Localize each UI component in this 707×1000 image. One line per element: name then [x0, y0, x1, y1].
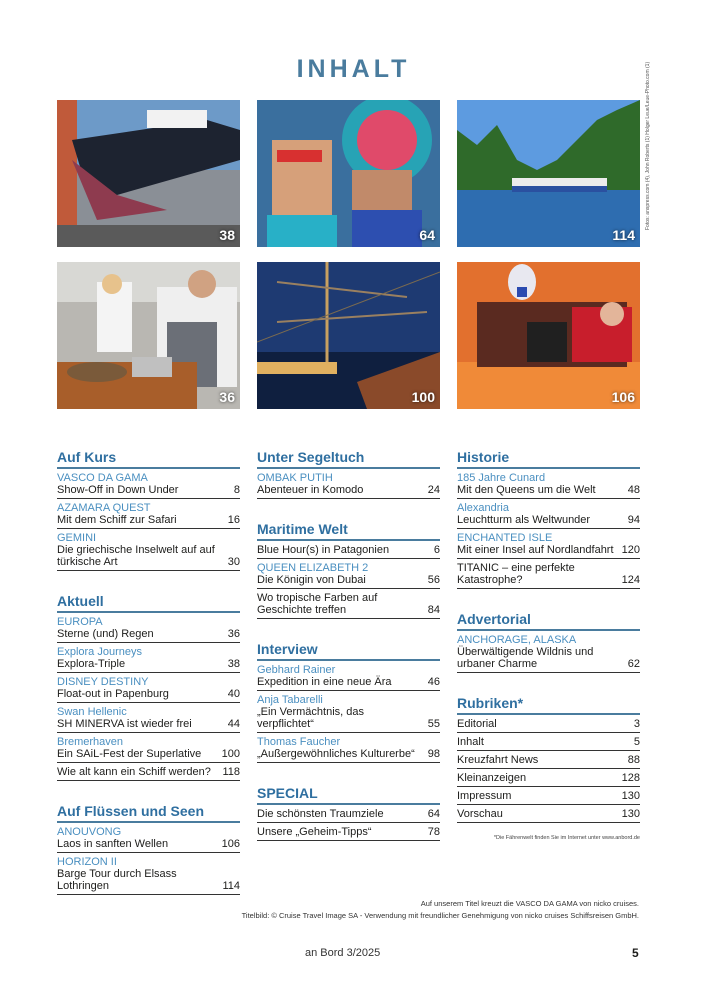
entry-title: Float-out in Papenburg: [57, 688, 169, 700]
entry-kicker: HORIZON II: [57, 856, 117, 868]
entry-page: 98: [427, 748, 440, 760]
entry-page: 130: [621, 808, 640, 820]
entry-page: 30: [227, 556, 240, 568]
entry-page: 114: [222, 880, 240, 892]
entry-page: 6: [433, 544, 440, 556]
toc-entry[interactable]: [57, 643, 240, 673]
section-heading: Auf Kurs: [57, 449, 240, 469]
toc-entry[interactable]: [57, 529, 240, 571]
entry-page: 5: [633, 736, 640, 748]
entry-title: Mit einer Insel auf Nordlandfahrt: [457, 544, 614, 556]
toc-entry[interactable]: [457, 751, 640, 769]
photo-travellers: [457, 262, 640, 409]
photo-tall-ship: [257, 262, 440, 409]
entry-kicker: AZAMARA QUEST: [57, 502, 151, 514]
entry-title: Wie alt kann ein Schiff werden?: [57, 766, 211, 778]
entry-title: Leuchtturm als Weltwunder: [457, 514, 591, 526]
entry-page: 128: [621, 772, 640, 784]
entry-page: 16: [227, 514, 240, 526]
toc-entry[interactable]: [57, 823, 240, 853]
entry-title: Explora-Triple: [57, 658, 126, 670]
entry-title: Ein SAiL-Fest der Superlative: [57, 748, 202, 760]
photo-barge: [457, 100, 640, 247]
entry-kicker: Explora Journeys: [57, 646, 142, 658]
entry-title: TITANIC – eine perfekte Katastrophe?: [457, 562, 575, 586]
section-heading: Aktuell: [57, 593, 240, 613]
page-title: INHALT: [296, 55, 411, 83]
entry-title: Die schönsten Traumziele: [257, 808, 384, 820]
dancers-illustration: [257, 100, 440, 247]
entry-title: Barge Tour durch Elsass Lothringen: [57, 868, 177, 892]
entry-page: 56: [427, 574, 440, 586]
cover-credit: Titelbild: © Cruise Travel Image SA - Verwendung mit freundlicher Genehmigung von nicko cruises Schiffsreisen GmbH.: [241, 911, 639, 920]
toc-entry[interactable]: [257, 589, 440, 619]
entry-page: 48: [627, 484, 640, 496]
folio: an Bord 3/2025: [305, 947, 381, 959]
entry-page: 44: [227, 718, 240, 730]
section-heading: Auf Flüssen und Seen: [57, 803, 240, 823]
entry-title: Abenteuer in Komodo: [257, 484, 364, 496]
entry-page: 38: [227, 658, 240, 670]
toc-entry[interactable]: [57, 853, 240, 895]
section-heading: SPECIAL: [257, 785, 440, 805]
entry-title: Inhalt: [457, 736, 484, 748]
entry-title: Mit dem Schiff zur Safari: [57, 514, 177, 526]
photo-credit: Fotos: anspress.com (4), John Roberts (1) Holger Leue/Leue-Photo.com (1): [645, 61, 651, 230]
entry-page: 106: [221, 838, 240, 850]
toc-entry[interactable]: [257, 691, 440, 733]
section-heading: Interview: [257, 641, 440, 661]
toc-column-right: [457, 449, 640, 841]
entry-kicker: EUROPA: [57, 616, 103, 628]
entry-page: 40: [227, 688, 240, 700]
tall-ship-illustration: [257, 262, 440, 409]
entry-page: 46: [427, 676, 440, 688]
entry-kicker: DISNEY DESTINY: [57, 676, 149, 688]
entry-kicker: Thomas Faucher: [257, 736, 341, 748]
toc-entry[interactable]: [457, 631, 640, 673]
toc-entry[interactable]: [257, 823, 440, 841]
photo-page-number: 106: [611, 389, 635, 405]
entry-title: Die Königin von Dubai: [257, 574, 366, 586]
section-heading: Maritime Welt: [257, 521, 440, 541]
toc-entry[interactable]: [257, 805, 440, 823]
entry-page: 100: [221, 748, 240, 760]
entry-kicker: ANOUVONG: [57, 826, 122, 838]
entry-kicker: VASCO DA GAMA: [57, 472, 148, 484]
photo-page-number: 38: [219, 227, 235, 243]
entry-title: „Außergewöhnliches Kulturerbe“: [257, 748, 415, 760]
entry-kicker: Bremerhaven: [57, 736, 124, 748]
photo-chefs: [57, 262, 240, 409]
toc-entry[interactable]: [457, 733, 640, 751]
entry-page: 3: [633, 718, 640, 730]
entry-kicker: QUEEN ELIZABETH 2: [257, 562, 369, 574]
entry-page: 120: [621, 544, 640, 556]
photo-dancers: [257, 100, 440, 247]
toc-column-left: [57, 449, 240, 895]
section-heading: Advertorial: [457, 611, 640, 631]
toc-entry[interactable]: [457, 787, 640, 805]
entry-kicker: Swan Hellenic: [57, 706, 127, 718]
entry-page: 118: [222, 766, 240, 778]
toc-entry[interactable]: [257, 541, 440, 559]
toc-entry[interactable]: [57, 613, 240, 643]
toc-entry[interactable]: [57, 673, 240, 703]
entry-page: 94: [627, 514, 640, 526]
rubriken-footnote: *Die Fährenwelt finden Sie im Internet unter www.anbord.de: [493, 835, 640, 841]
section-heading: Historie: [457, 449, 640, 469]
entry-title: Kleinanzeigen: [457, 772, 527, 784]
toc-entry[interactable]: [57, 733, 240, 763]
entry-title: Wo tropische Farben auf Geschichte treffen: [257, 592, 378, 616]
entry-title: Kreuzfahrt News: [457, 754, 539, 766]
entry-title: „Ein Vermächtnis, das verpflichtet“: [257, 706, 364, 730]
entry-kicker: OMBAK PUTIH: [257, 472, 333, 484]
entry-title: Sterne (und) Regen: [57, 628, 154, 640]
entry-page: 78: [427, 826, 440, 838]
photo-page-number: 114: [612, 227, 635, 243]
entry-page: 130: [621, 790, 640, 802]
entry-title: Vorschau: [457, 808, 503, 820]
entry-page: 64: [427, 808, 440, 820]
photo-page-number: 64: [419, 227, 435, 243]
travellers-illustration: [457, 262, 640, 409]
entry-title: Blue Hour(s) in Patagonien: [257, 544, 390, 556]
entry-title: SH MINERVA ist wieder frei: [57, 718, 192, 730]
entry-title: Die griechische Inselwelt auf auf türkische Art: [57, 544, 215, 568]
photo-page-number: 100: [411, 389, 435, 405]
photo-page-number: 36: [219, 389, 235, 405]
toc-entry[interactable]: [257, 559, 440, 589]
toc-entry[interactable]: [57, 703, 240, 733]
toc-entry[interactable]: [257, 733, 440, 763]
entry-page: 36: [227, 628, 240, 640]
toc-entry[interactable]: [457, 559, 640, 589]
toc-column-middle: [257, 449, 440, 841]
entry-page: 8: [233, 484, 240, 496]
section-heading: Rubriken*: [457, 695, 640, 715]
entry-title: Show-Off in Down Under: [57, 484, 179, 496]
entry-kicker: GEMINI: [57, 532, 97, 544]
entry-page: 88: [627, 754, 640, 766]
entry-page: 24: [427, 484, 440, 496]
toc-entry[interactable]: [57, 469, 240, 499]
entry-title: Editorial: [457, 718, 497, 730]
entry-title: Mit den Queens um die Welt: [457, 484, 596, 496]
entry-kicker: ENCHANTED ISLE: [457, 532, 553, 544]
page-number: 5: [632, 946, 639, 960]
toc-entry[interactable]: [457, 769, 640, 787]
entry-page: 62: [627, 658, 640, 670]
section-heading: Unter Segeltuch: [257, 449, 440, 469]
toc-entry[interactable]: [457, 469, 640, 499]
toc-entry[interactable]: [257, 469, 440, 499]
toc-entry[interactable]: [457, 715, 640, 733]
entry-page: 84: [427, 604, 440, 616]
entry-kicker: Anja Tabarelli: [257, 694, 323, 706]
entry-kicker: Gebhard Rainer: [257, 664, 336, 676]
entry-title: Überwältigende Wildnis und urbaner Charme: [457, 646, 594, 670]
photo-ship-in-dock: [57, 100, 240, 247]
toc-entry[interactable]: [57, 763, 240, 781]
entry-kicker: ANCHORAGE, ALASKA: [457, 634, 577, 646]
toc-entry[interactable]: [257, 661, 440, 691]
toc-entry[interactable]: [457, 805, 640, 823]
toc-entry[interactable]: [457, 529, 640, 559]
toc-entry[interactable]: [57, 499, 240, 529]
entry-title: Impressum: [457, 790, 512, 802]
entry-page: 124: [621, 574, 640, 586]
cover-note: Auf unserem Titel kreuzt die VASCO DA GAMA von nicko cruises.: [420, 899, 639, 908]
entry-page: 55: [427, 718, 440, 730]
entry-kicker: Alexandria: [457, 502, 509, 514]
entry-kicker: 185 Jahre Cunard: [457, 472, 546, 484]
entry-title: Unsere „Geheim-Tipps“: [257, 826, 372, 838]
ship-illustration: [57, 100, 240, 247]
entry-title: Laos in sanften Wellen: [57, 838, 169, 850]
chefs-illustration: [57, 262, 240, 409]
entry-title: Expedition in eine neue Ära: [257, 676, 392, 688]
toc-entry[interactable]: [457, 499, 640, 529]
barge-illustration: [457, 100, 640, 247]
